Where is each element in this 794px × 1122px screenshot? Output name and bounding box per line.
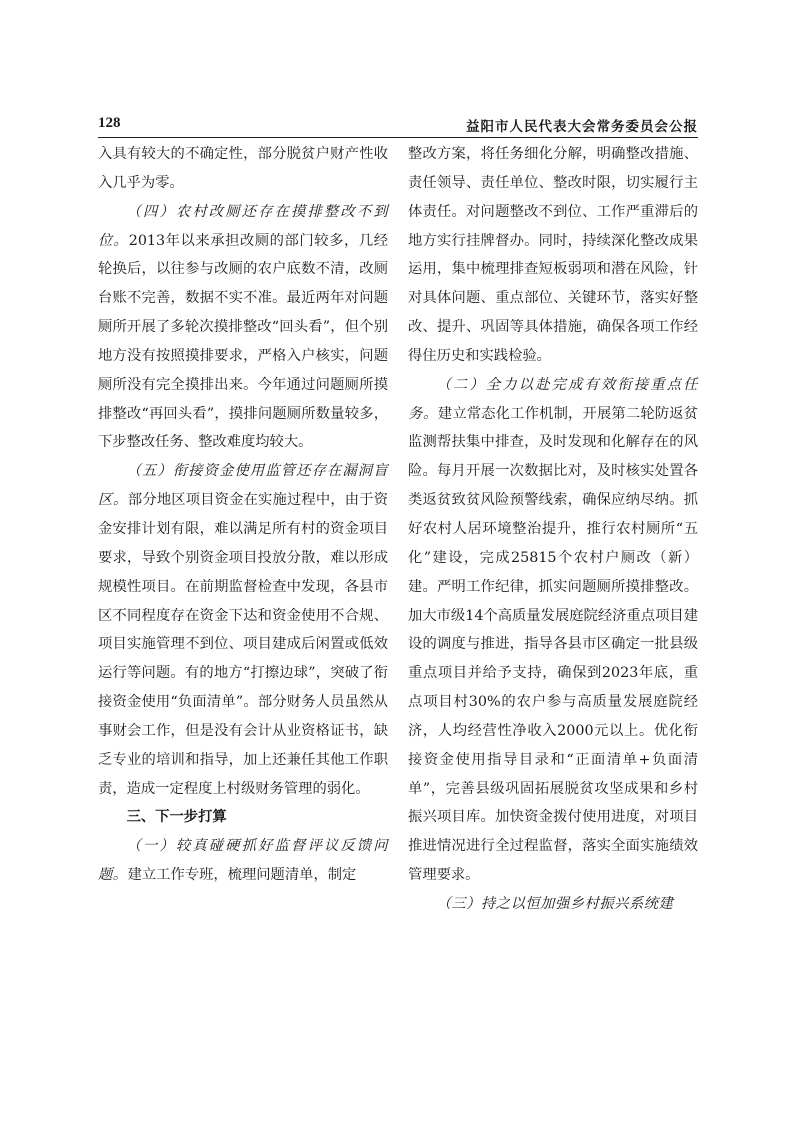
subsection-heading: （二）全力以赴完成有效衔接重点任务。 (408, 376, 698, 422)
paragraph: 入具有较大的不确定性，部分脱贫户财产性收入几乎为零。 (98, 146, 388, 191)
page-number: 128 (98, 115, 121, 131)
page-header (98, 115, 698, 137)
subsection-heading: （五）衔接资金使用监管还存在漏洞盲区。 (98, 463, 388, 509)
section-heading: 三、下一步打算 (126, 809, 227, 826)
subsection-heading: （三）持之以恒加强乡村振兴系统建 (436, 895, 674, 912)
right-column (408, 140, 698, 919)
journal-title: 益阳市人民代表大会常务委员会公报 (466, 119, 698, 135)
subsection-heading: （一）较真碰硬抓好监督评议反馈问题。 (98, 838, 388, 884)
paragraph: 整改方案，将任务细化分解，明确整改措施、责任领导、责任单位、整改时限，切实履行主体责任。对问题整改不到位、工作严重滞后的地方实行挂牌督办。同时，持续深化整改成果运用，集中梳理排查短板弱项和潜在风险，针对具体问题、重点部位、关键环节，落实好整改、提升、巩固等具体措施，确保各项工作经得住历史和实践检验。 (408, 146, 698, 364)
left-column (98, 140, 388, 890)
paragraph: （二）全力以赴完成有效衔接重点任务。建立常态化工作机制，开展第二轮防返贫监测帮扶集中排查，及时发现和化解存在的风险。每月开展一次数据比对，及时核实处置各类返贫致贫风险预警线索，确保应纳尽纳。抓好农村人居环境整治提升，推行农村厕所“五化”建设，完成25815个农村户厕改（新）建。严明工作纪律，抓实问题厕所摸排整改。加大市级14个高质量发展庭院经济重点项目建设的调度与推进，指导各县市区确定一批县级重点项目并给予支持，确保到2023年底，重点项目村30%的农户参与高质量发展庭院经济，人均经营性净收入2000元以上。优化衔接资金使用指导目录和“正面清单+负面清单”，完善县级巩固拓展脱贫攻坚成果和乡村振兴项目库。加快资金拨付使用进度，对项目推进情况进行全过程监督，落实全面实施绩效管理要求。 (408, 376, 699, 884)
paragraph (408, 890, 698, 919)
paragraph: （一）较真碰硬抓好监督评议反馈问题。建立工作专班，梳理问题清单，制定 (98, 838, 388, 884)
header-rule (98, 137, 698, 138)
subsection-heading: （四）农村改厕还存在摸排整改不到位。 (98, 203, 388, 249)
paragraph: （五）衔接资金使用监管还存在漏洞盲区。部分地区项目资金在实施过程中，由于资金安排计划有限，难以满足所有村的资金项目要求，导致个别资金项目投放分散，难以形成规模性项目。在前期监督检查中发现，各县市区不同程度存在资金下达和资金使用不合规、项目实施管理不到位、项目建成后闲置或低效运行等问题。有的地方“打擦边球”，突破了衔接资金使用“负面清单”。部分财务人员虽然从事财会工作，但是没有会计从业资格证书，缺乏专业的培训和指导，加上还兼任其他工作职责，造成一定程度上村级财务管理的弱化。 (98, 463, 389, 797)
paragraph: （四）农村改厕还存在摸排整改不到位。2013年以来承担改厕的部门较多，几经轮换后，以往参与改厕的农户底数不清，改厕台账不完善，数据不实不准。最近两年对问题厕所开展了多轮次摸排整改“回头看”，但个别地方没有按照摸排要求，严格入户核实，问题厕所没有完全摸排出来。今年通过问题厕所摸排整改“再回头看”，摸排问题厕所数量较多，下步整改任务、整改难度均较大。 (98, 203, 388, 451)
